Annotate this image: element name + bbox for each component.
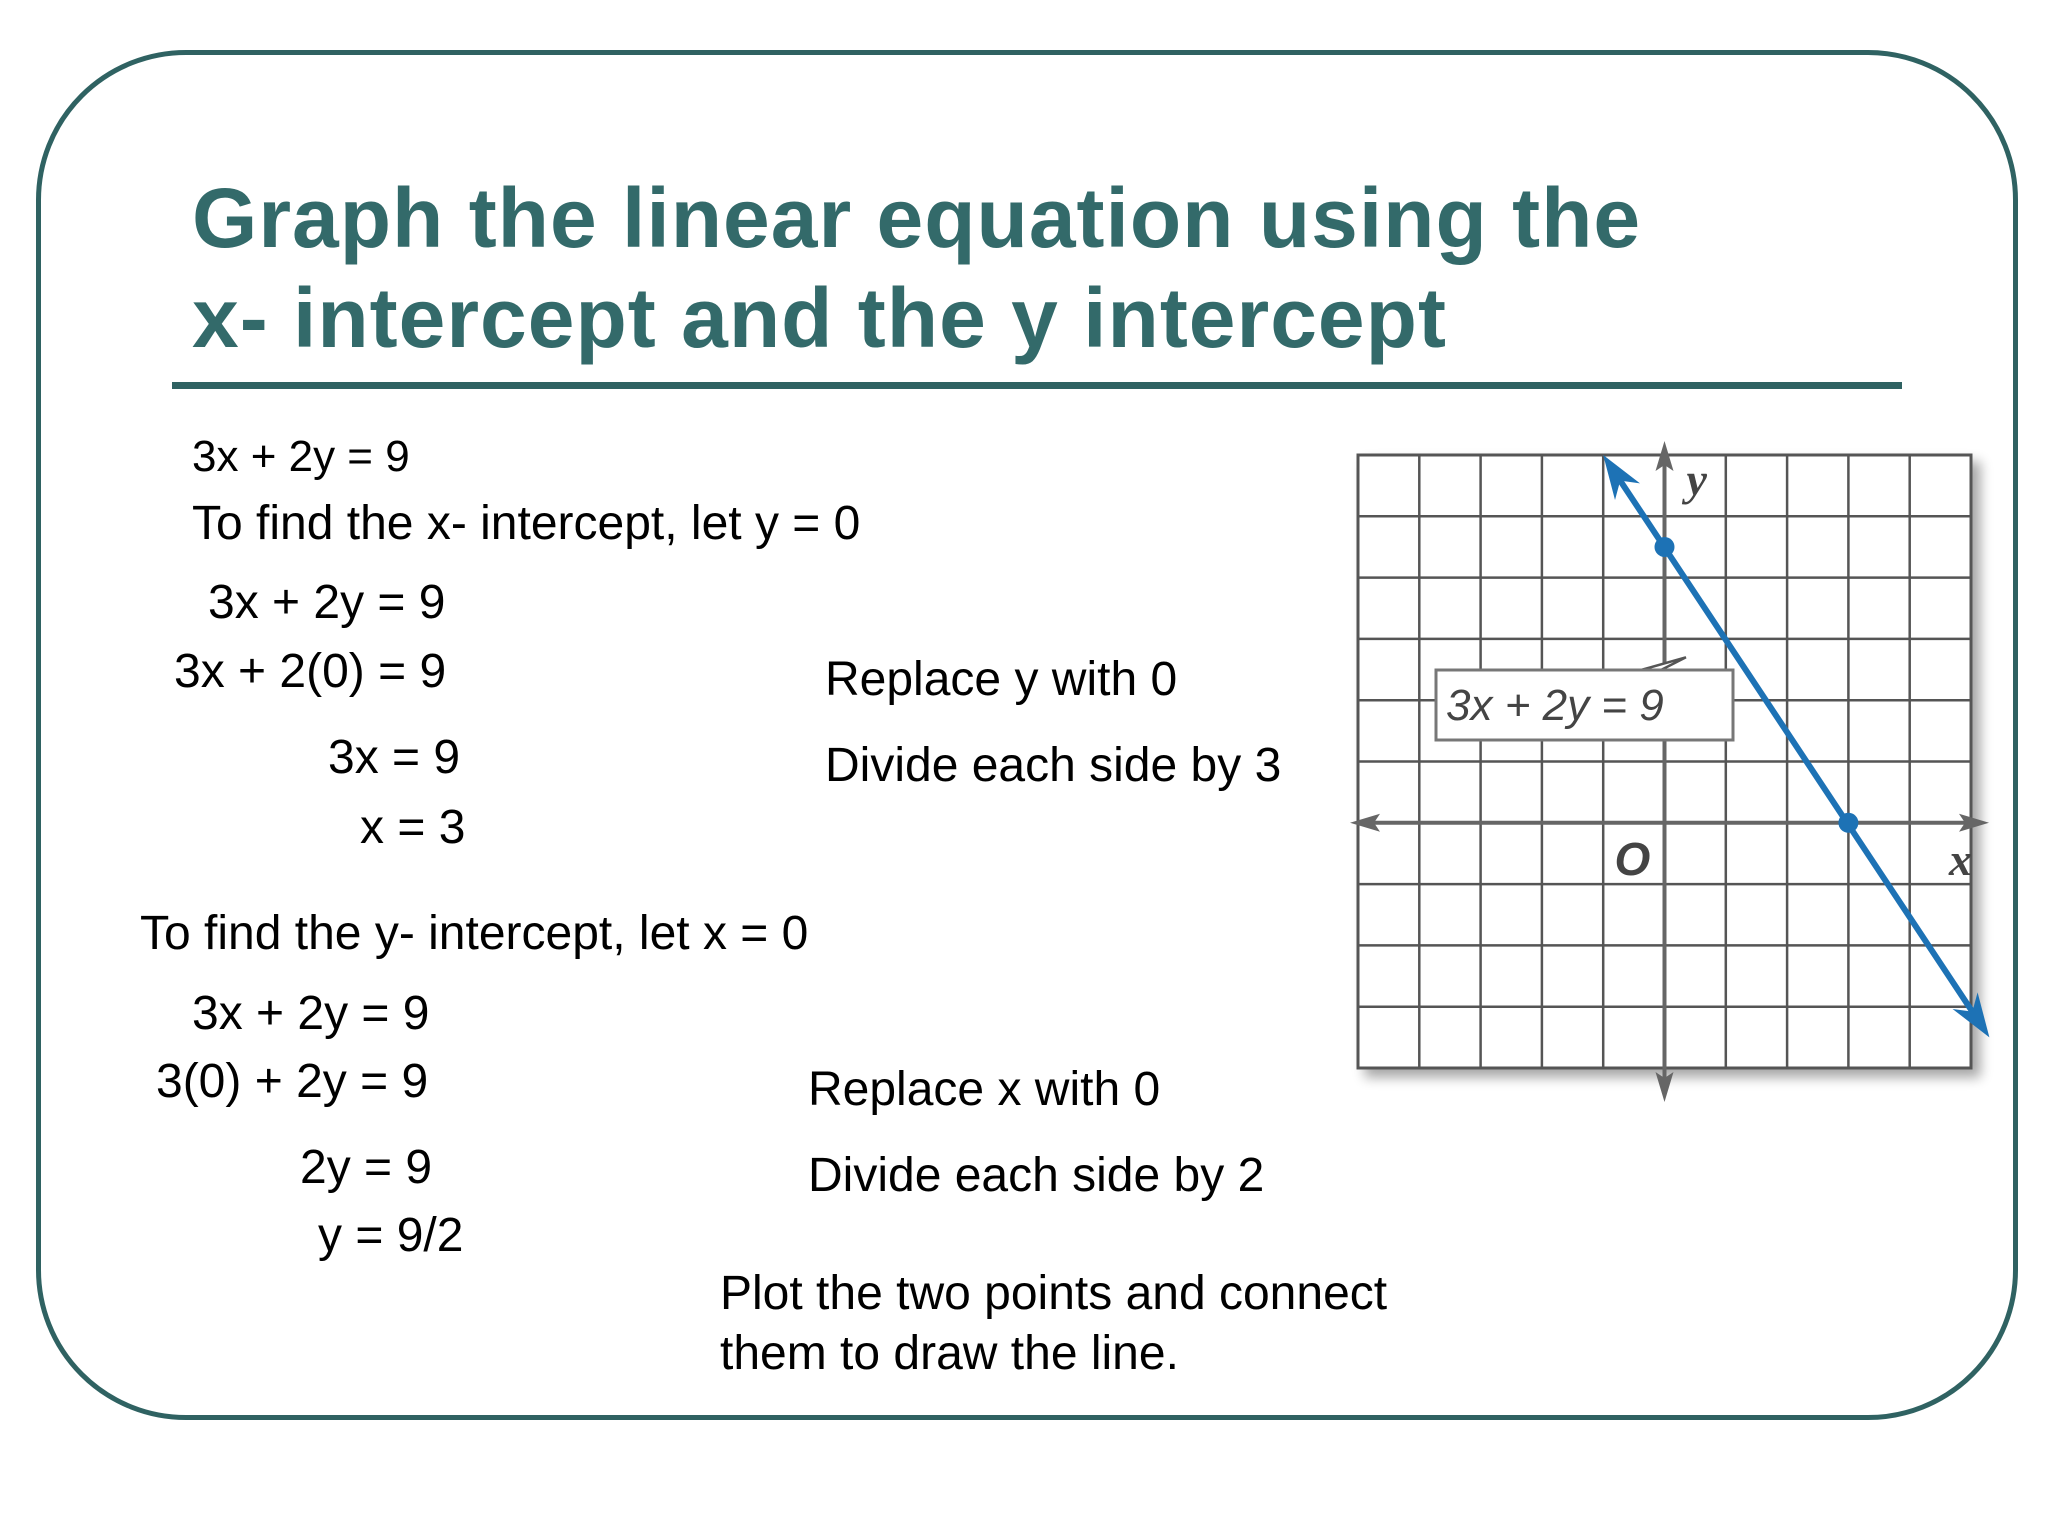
origin-label: O — [1614, 832, 1651, 885]
y-axis-label: y — [1686, 454, 1707, 505]
conclusion-line-2: them to draw the line. — [720, 1327, 1179, 1380]
x-step-1: 3x + 2y = 9 — [208, 576, 446, 629]
equation-intro: 3x + 2y = 9 — [192, 432, 410, 481]
x-note-divide: Divide each side by 3 — [825, 739, 1282, 792]
y-note-divide: Divide each side by 2 — [808, 1149, 1265, 1202]
slide-title-line-2: x- intercept and the y intercept — [192, 271, 1447, 365]
x-step-2: 3x + 2(0) = 9 — [174, 645, 447, 698]
x-note-replace: Replace y with 0 — [825, 653, 1178, 706]
equation-label: 3x + 2y = 9 — [1446, 681, 1664, 730]
y-step-4: y = 9/2 — [318, 1209, 464, 1262]
x-axis-label: x — [1949, 833, 1972, 885]
x-intercept-point — [1838, 813, 1858, 833]
y-intercept-heading: To find the y- intercept, let x = 0 — [140, 907, 809, 960]
x-intercept-heading: To find the x- intercept, let y = 0 — [192, 497, 861, 550]
conclusion-line-1: Plot the two points and connect — [720, 1267, 1388, 1320]
y-note-replace: Replace x with 0 — [808, 1063, 1161, 1116]
y-step-1: 3x + 2y = 9 — [192, 987, 430, 1040]
x-step-3: 3x = 9 — [328, 731, 461, 784]
y-step-2: 3(0) + 2y = 9 — [156, 1055, 429, 1108]
y-step-3: 2y = 9 — [300, 1141, 433, 1194]
slide-title-line-1: Graph the linear equation using the — [192, 171, 1642, 265]
x-step-4: x = 3 — [360, 801, 466, 854]
y-intercept-point — [1655, 537, 1675, 557]
